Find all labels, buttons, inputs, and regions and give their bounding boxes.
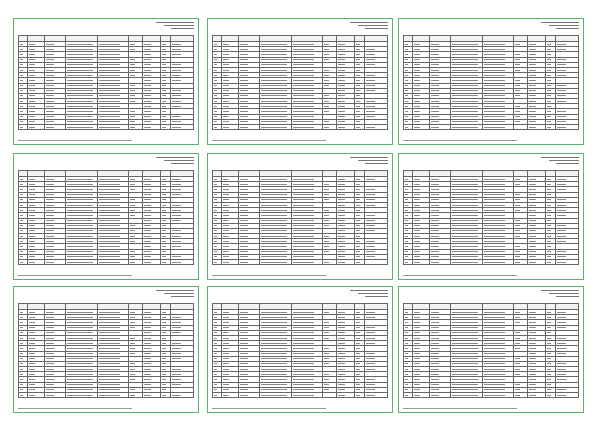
- table-cell: [365, 62, 388, 67]
- table-cell: [556, 377, 579, 382]
- table-cell: [556, 239, 579, 244]
- table-cell: [430, 393, 451, 398]
- table-cell: [556, 325, 579, 330]
- table-cell: [19, 260, 28, 265]
- table-cell: [129, 239, 143, 244]
- sheet-meta-block: [156, 157, 194, 169]
- table-cell: [365, 177, 388, 182]
- sheet-footnote: [403, 275, 517, 276]
- sheet-table: [18, 303, 194, 398]
- table-cell: [514, 67, 528, 72]
- table-cell: [97, 125, 129, 130]
- sheet-footnote: [18, 140, 132, 141]
- table-cell: [514, 320, 528, 325]
- sheet-meta-block: [350, 290, 388, 302]
- document-sheet-3: [398, 18, 584, 145]
- table-cell: [221, 260, 239, 265]
- table-cell: [514, 393, 528, 398]
- table-cell: [556, 213, 579, 218]
- document-sheet-5: [207, 153, 393, 280]
- table-cell: [129, 260, 143, 265]
- table-cell: [27, 393, 45, 398]
- table-cell: [514, 260, 528, 265]
- table-row: [213, 393, 388, 398]
- table-cell: [129, 47, 143, 52]
- sheet-footnote: [18, 275, 132, 276]
- table-cell: [27, 260, 45, 265]
- table-row: [404, 393, 579, 398]
- table-cell: [27, 125, 45, 130]
- table-cell: [323, 83, 337, 88]
- sheet-table: [403, 170, 579, 265]
- table-cell: [404, 393, 413, 398]
- table-cell: [291, 260, 323, 265]
- table-cell: [482, 393, 514, 398]
- table-cell: [143, 260, 161, 265]
- table-cell: [556, 393, 579, 398]
- table-row: [19, 393, 194, 398]
- table-cell: [129, 351, 143, 356]
- table-cell: [556, 260, 579, 265]
- sheet-meta-block: [350, 22, 388, 34]
- table-cell: [221, 393, 239, 398]
- table-cell: [451, 393, 483, 398]
- sheet-footnote: [403, 408, 517, 409]
- sheet-table: [18, 35, 194, 130]
- table-cell: [514, 42, 528, 47]
- table-cell: [365, 315, 388, 320]
- sheet-meta-block: [156, 290, 194, 302]
- table-cell: [129, 377, 143, 382]
- table-cell: [365, 393, 388, 398]
- sheet-table: [403, 35, 579, 130]
- table-cell: [171, 244, 194, 249]
- table-cell: [171, 260, 194, 265]
- sheet-meta-block: [541, 22, 579, 34]
- table-cell: [323, 125, 337, 130]
- table-cell: [556, 99, 579, 104]
- table-cell: [365, 254, 388, 259]
- sheet-footnote: [212, 275, 326, 276]
- table-cell: [323, 197, 337, 202]
- table-cell: [213, 393, 222, 398]
- document-sheet-7: [13, 286, 199, 413]
- table-cell: [556, 73, 579, 78]
- table-cell: [239, 393, 260, 398]
- table-cell: [412, 125, 430, 130]
- table-cell: [528, 125, 546, 130]
- table-cell: [45, 260, 66, 265]
- sheet-footnote: [403, 140, 517, 141]
- table-cell: [528, 260, 546, 265]
- sheet-footnote: [18, 408, 132, 409]
- table-cell: [365, 125, 388, 130]
- table-row: [19, 260, 194, 265]
- table-cell: [129, 325, 143, 330]
- table-cell: [171, 192, 194, 197]
- table-cell: [514, 234, 528, 239]
- table-cell: [412, 260, 430, 265]
- table-cell: [451, 125, 483, 130]
- document-sheet-1: [13, 18, 199, 145]
- table-cell: [160, 393, 171, 398]
- table-cell: [337, 125, 355, 130]
- table-cell: [19, 393, 28, 398]
- table-cell: [545, 125, 556, 130]
- table-cell: [556, 125, 579, 130]
- sheet-meta-block: [350, 157, 388, 169]
- table-cell: [97, 393, 129, 398]
- document-sheet-8: [207, 286, 393, 413]
- table-cell: [337, 393, 355, 398]
- table-cell: [354, 393, 365, 398]
- table-cell: [129, 125, 143, 130]
- table-cell: [514, 93, 528, 98]
- table-cell: [171, 393, 194, 398]
- document-sheet-9: [398, 286, 584, 413]
- table-cell: [354, 125, 365, 130]
- table-cell: [365, 88, 388, 93]
- table-cell: [260, 260, 292, 265]
- table-cell: [556, 351, 579, 356]
- table-cell: [45, 393, 66, 398]
- table-cell: [323, 310, 337, 315]
- table-cell: [482, 260, 514, 265]
- sheet-footnote: [212, 408, 326, 409]
- table-cell: [129, 99, 143, 104]
- table-cell: [323, 223, 337, 228]
- sheet-table: [212, 35, 388, 130]
- table-cell: [213, 260, 222, 265]
- table-cell: [160, 125, 171, 130]
- table-cell: [556, 187, 579, 192]
- table-cell: [354, 260, 365, 265]
- table-cell: [129, 213, 143, 218]
- sheet-meta-block: [541, 290, 579, 302]
- table-cell: [171, 356, 194, 361]
- table-cell: [323, 57, 337, 62]
- table-cell: [337, 260, 355, 265]
- table-cell: [323, 361, 337, 366]
- sheet-table: [18, 170, 194, 265]
- document-sheet-6: [398, 153, 584, 280]
- table-cell: [514, 208, 528, 213]
- table-cell: [143, 125, 161, 130]
- table-cell: [545, 260, 556, 265]
- table-cell: [556, 47, 579, 52]
- table-cell: [323, 109, 337, 114]
- sheet-table: [212, 303, 388, 398]
- table-cell: [291, 393, 323, 398]
- table-cell: [430, 125, 451, 130]
- table-cell: [171, 78, 194, 83]
- table-cell: [221, 125, 239, 130]
- table-cell: [45, 125, 66, 130]
- table-row: [213, 125, 388, 130]
- table-cell: [514, 119, 528, 124]
- table-cell: [430, 260, 451, 265]
- table-cell: [365, 114, 388, 119]
- table-cell: [365, 260, 388, 265]
- table-cell: [545, 393, 556, 398]
- table-row: [404, 260, 579, 265]
- table-cell: [482, 125, 514, 130]
- table-cell: [160, 260, 171, 265]
- table-cell: [19, 125, 28, 130]
- table-cell: [412, 393, 430, 398]
- sheet-table: [212, 170, 388, 265]
- table-cell: [213, 125, 222, 130]
- table-row: [213, 260, 388, 265]
- document-sheet-4: [13, 153, 199, 280]
- table-row: [19, 125, 194, 130]
- table-cell: [239, 260, 260, 265]
- table-cell: [66, 260, 98, 265]
- table-cell: [365, 228, 388, 233]
- table-cell: [451, 260, 483, 265]
- table-cell: [66, 125, 98, 130]
- table-cell: [514, 372, 528, 377]
- table-cell: [171, 330, 194, 335]
- table-cell: [323, 387, 337, 392]
- sheet-table: [403, 303, 579, 398]
- document-sheet-2: [207, 18, 393, 145]
- table-cell: [129, 187, 143, 192]
- table-cell: [404, 125, 413, 130]
- table-cell: [171, 125, 194, 130]
- table-cell: [514, 125, 528, 130]
- table-cell: [323, 335, 337, 340]
- table-cell: [365, 367, 388, 372]
- table-cell: [528, 393, 546, 398]
- sheet-meta-block: [541, 157, 579, 169]
- table-cell: [171, 52, 194, 57]
- table-cell: [171, 382, 194, 387]
- table-cell: [97, 260, 129, 265]
- table-cell: [239, 125, 260, 130]
- table-cell: [143, 393, 161, 398]
- sheet-footnote: [212, 140, 326, 141]
- table-cell: [514, 182, 528, 187]
- table-cell: [514, 346, 528, 351]
- table-cell: [291, 125, 323, 130]
- table-cell: [323, 393, 337, 398]
- table-cell: [365, 202, 388, 207]
- table-cell: [260, 393, 292, 398]
- table-cell: [260, 125, 292, 130]
- table-cell: [323, 260, 337, 265]
- table-cell: [171, 104, 194, 109]
- table-cell: [323, 249, 337, 254]
- table-cell: [129, 393, 143, 398]
- table-cell: [365, 341, 388, 346]
- table-cell: [404, 260, 413, 265]
- table-cell: [171, 218, 194, 223]
- table-row: [404, 125, 579, 130]
- table-cell: [129, 73, 143, 78]
- table-cell: [66, 393, 98, 398]
- sheet-meta-block: [156, 22, 194, 34]
